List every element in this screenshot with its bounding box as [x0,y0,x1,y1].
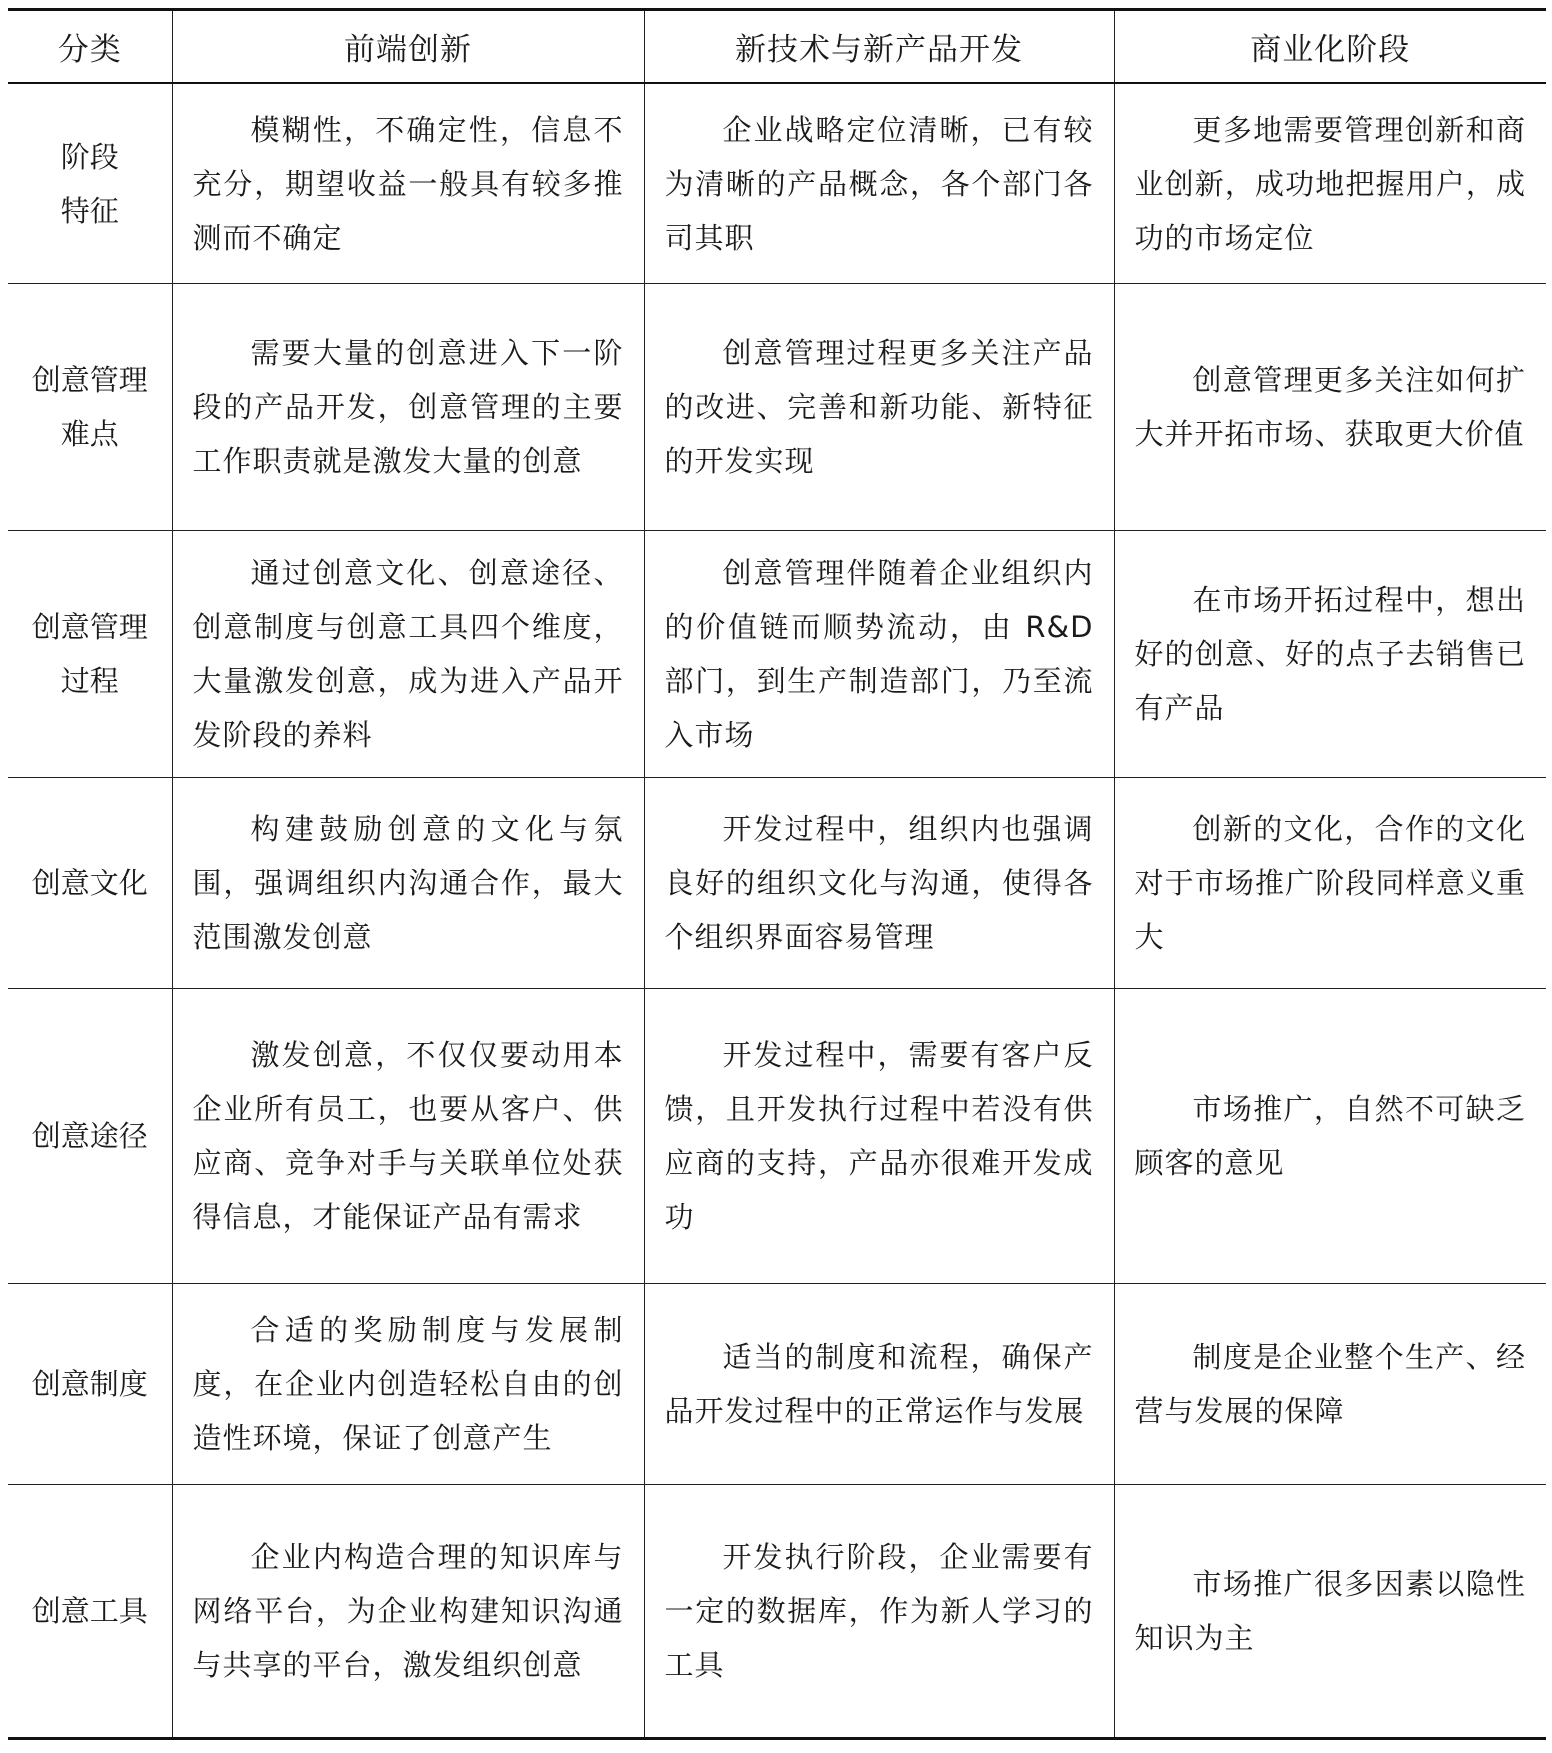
cell-text: 更多地需要管理创新和商业创新，成功地把握用户，成功的市场定位 [1134,112,1526,255]
cell-front-end [172,1485,644,1739]
category-line: 创意工具 [31,1594,148,1628]
cell-development [644,778,1114,989]
cell-commercial [1114,778,1546,989]
cell-text: 创意管理过程更多关注产品的改进、完善和新功能、新特征的开发实现 [664,336,1094,478]
category-line: 创意管理 [31,610,148,644]
cell-text: 市场推广很多因素以隐性知识为主 [1134,1567,1526,1655]
cell-text: 开发过程中，组织内也强调良好的组织文化与沟通，使得各个组织界面容易管理 [664,812,1094,954]
cell-front-end [172,989,644,1284]
cell-text: 创意管理更多关注如何扩大并开拓市场、获取更大价值 [1134,363,1526,451]
cell-text: 通过创意文化、创意途径、创意制度与创意工具四个维度，大量激发创意，成为进入产品开发阶段的养料 [192,556,624,752]
cell-front-end [172,284,644,531]
cell-text: 开发过程中，需要有客户反馈，且开发执行过程中若没有供应商的支持，产品亦很难开发成功 [664,1038,1094,1234]
cell-text: 构建鼓励创意的文化与氛围，强调组织内沟通合作，最大范围激发创意 [192,812,624,954]
table-row [8,531,1546,778]
cell-commercial [1114,989,1546,1284]
cell-commercial [1114,1284,1546,1485]
row-category [8,989,172,1284]
row-category [8,778,172,989]
header-row [8,10,1546,84]
cell-development [644,1485,1114,1739]
category-line: 创意途径 [31,1119,148,1153]
category-line: 过程 [60,664,119,698]
row-category [8,83,172,284]
cell-text: 市场推广，自然不可缺乏顾客的意见 [1134,1092,1526,1180]
cell-text: 激发创意，不仅仅要动用本企业所有员工，也要从客户、供应商、竞争对手与关联单位处获得信息，才能保证产品有需求 [192,1038,624,1234]
cell-development [644,1284,1114,1485]
table-row [8,989,1546,1284]
cell-front-end [172,531,644,778]
cell-front-end [172,83,644,284]
category-line: 创意文化 [31,866,148,900]
cell-commercial [1114,531,1546,778]
table-row [8,1485,1546,1739]
cell-front-end [172,778,644,989]
header-commercial: 商业化阶段 [1114,10,1546,84]
cell-front-end [172,1284,644,1485]
cell-text: 在市场开拓过程中，想出好的创意、好的点子去销售已有产品 [1134,583,1526,725]
row-category [8,531,172,778]
category-line: 特征 [60,193,119,228]
row-category [8,284,172,531]
table-row [8,1284,1546,1485]
category-line: 创意管理 [31,363,148,397]
category-line: 创意制度 [31,1367,148,1401]
table-row [8,284,1546,531]
row-category [8,1284,172,1485]
cell-text: 企业战略定位清晰，已有较为清晰的产品概念，各个部门各司其职 [664,112,1094,255]
cell-text: 合适的奖励制度与发展制度，在企业内创造轻松自由的创造性环境，保证了创意产生 [192,1313,624,1455]
category-line: 难点 [60,417,119,451]
header-front-end: 前端创新 [172,10,644,84]
header-development: 新技术与新产品开发 [644,10,1114,84]
table-row [8,83,1546,284]
cell-text: 制度是企业整个生产、经营与发展的保障 [1134,1340,1526,1428]
cell-development [644,531,1114,778]
cell-text: 创意管理伴随着企业组织内的价值链而顺势流动，由 R&D 部门，到生产制造部门，乃至流入市场 [664,556,1094,752]
comparison-table [8,8,1546,1740]
cell-commercial [1114,83,1546,284]
cell-commercial [1114,284,1546,531]
table-row [8,778,1546,989]
row-category [8,1485,172,1739]
cell-text: 企业内构造合理的知识库与网络平台，为企业构建知识沟通与共享的平台，激发组织创意 [192,1540,624,1682]
cell-text: 适当的制度和流程，确保产品开发过程中的正常运作与发展 [664,1340,1094,1428]
cell-text: 创新的文化，合作的文化对于市场推广阶段同样意义重大 [1134,812,1526,954]
cell-text: 需要大量的创意进入下一阶段的产品开发，创意管理的主要工作职责就是激发大量的创意 [192,336,624,478]
cell-text: 开发执行阶段，企业需要有一定的数据库，作为新人学习的工具 [664,1540,1094,1682]
cell-text: 模糊性，不确定性，信息不充分，期望收益一般具有较多推测而不确定 [192,112,624,255]
cell-development [644,83,1114,284]
cell-commercial [1114,1485,1546,1739]
cell-development [644,284,1114,531]
comparison-table-container [8,8,1546,1740]
category-line: 阶段 [60,139,119,174]
cell-development [644,989,1114,1284]
header-category: 分类 [8,10,172,84]
